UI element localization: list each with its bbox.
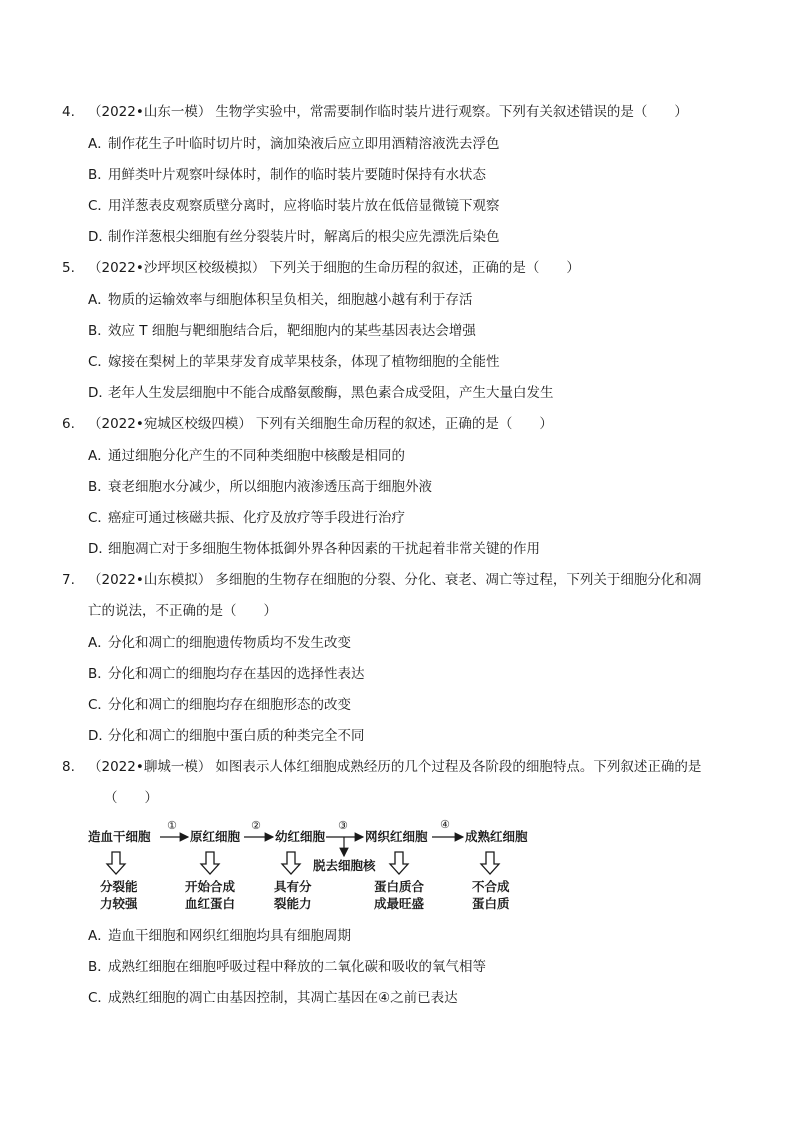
question-text: 多细胞的生物存在细胞的分裂、分化、衰老、凋亡等过程，下列关于细胞分化和凋	[215, 572, 702, 588]
stage-label: 原红细胞	[190, 829, 241, 844]
question-text: 下列有关细胞生命历程的叙述，正确的是（ ）	[255, 416, 553, 432]
question-text: 生物学实验中，常需要制作临时装片进行观察。下列有关叙述错误的是（ ）	[215, 104, 688, 120]
q5-option-c[interactable]: C．嫁接在梨树上的苹果芽发育成苹果枝条，体现了植物细胞的全能性	[88, 354, 500, 370]
down-arrow-icon	[481, 852, 499, 874]
q8-option-c[interactable]: C．成熟红细胞的凋亡由基因控制，其凋亡基因在④之前已表达	[88, 990, 458, 1006]
step-number: ②	[251, 819, 261, 832]
question-4-stem	[62, 102, 688, 122]
q4-option-a[interactable]: A．制作花生子叶临时切片时，滴加染液后应立即用酒精溶液洗去浮色	[88, 136, 500, 152]
feature-label: 蛋白质	[472, 896, 510, 911]
q7-option-c[interactable]: C．分化和凋亡的细胞均存在细胞形态的改变	[88, 697, 351, 713]
feature-label: 具有分	[274, 879, 312, 894]
q7-option-b[interactable]: B．分化和凋亡的细胞均存在基因的选择性表达	[88, 666, 365, 682]
q6-option-d[interactable]: D．细胞凋亡对于多细胞生物体抵御外界各种因素的干扰起着非常关键的作用	[88, 541, 540, 557]
q8-option-b[interactable]: B．成熟红细胞在细胞呼吸过程中释放的二氧化碳和吸收的氧气相等	[88, 959, 486, 975]
down-arrow-icon	[107, 852, 125, 874]
feature-label: 成最旺盛	[374, 896, 425, 911]
q7-option-d[interactable]: D．分化和凋亡的细胞中蛋白质的种类完全不同	[88, 728, 365, 744]
feature-label: 血红蛋白	[185, 896, 236, 911]
question-8-stem	[62, 757, 701, 777]
q5-option-b[interactable]: B．效应 T 细胞与靶细胞结合后，靶细胞内的某些基因表达会增强	[88, 323, 476, 339]
side-note: 脱去细胞核	[313, 858, 376, 873]
feature-label: 开始合成	[185, 879, 236, 894]
down-arrow-icon	[390, 852, 408, 874]
question-number: 4.	[62, 104, 75, 120]
feature-label: 蛋白质合	[374, 879, 425, 894]
stage-label: 造血干细胞	[88, 829, 151, 844]
q6-option-a[interactable]: A．通过细胞分化产生的不同种类细胞中核酸是相同的	[88, 448, 405, 464]
q6-option-c[interactable]: C．癌症可通过核磁共振、化疗及放疗等手段进行治疗	[88, 510, 405, 526]
question-number: 8.	[62, 759, 75, 775]
step-number: ③	[338, 819, 348, 832]
down-arrow-icon	[201, 852, 219, 874]
question-source: （2022•山东一模）	[88, 104, 212, 120]
down-arrow-icon	[282, 852, 300, 874]
question-7-stem-cont: 亡的说法，不正确的是（ ）	[88, 603, 277, 619]
feature-label: 分裂能	[100, 879, 138, 894]
q5-option-d[interactable]: D．老年人生发层细胞中不能合成酪氨酸酶，黑色素合成受阻，产生大量白发生	[88, 385, 554, 401]
q6-option-b[interactable]: B．衰老细胞水分减少，所以细胞内液渗透压高于细胞外液	[88, 479, 432, 495]
question-source: （2022•宛城区校级四模）	[88, 416, 252, 432]
question-5-stem	[62, 258, 580, 278]
q7-option-a[interactable]: A．分化和凋亡的细胞遗传物质均不发生改变	[88, 635, 351, 651]
question-text: 如图表示人体红细胞成熟经历的几个过程及各阶段的细胞特点。下列叙述正确的是	[215, 759, 702, 775]
q4-option-b[interactable]: B．用鲜类叶片观察叶绿体时，制作的临时装片要随时保持有水状态	[88, 167, 486, 183]
question-source: （2022•聊城一模）	[88, 759, 212, 775]
feature-label: 不合成	[472, 879, 510, 894]
question-number: 7.	[62, 572, 75, 588]
step-number: ④	[440, 818, 450, 831]
question-6-stem	[62, 414, 553, 434]
question-7-stem	[62, 570, 701, 590]
q8-option-a[interactable]: A．造血干细胞和网织红细胞均具有细胞周期	[88, 928, 351, 944]
q4-option-c[interactable]: C．用洋葱表皮观察质壁分离时，应将临时装片放在低倍显微镜下观察	[88, 198, 500, 214]
feature-label: 裂能力	[274, 896, 312, 911]
question-8-stem-cont: （ ）	[104, 790, 158, 806]
red-cell-maturation-diagram	[88, 818, 538, 914]
question-source: （2022•山东模拟）	[88, 572, 212, 588]
stage-label: 幼红细胞	[275, 829, 326, 844]
stage-label: 成熟红细胞	[465, 829, 528, 844]
question-text: 下列关于细胞的生命历程的叙述，正确的是（ ）	[269, 260, 580, 276]
question-number: 6.	[62, 416, 75, 432]
feature-label: 力较强	[100, 896, 138, 911]
question-source: （2022•沙坪坝区校级模拟）	[88, 260, 266, 276]
stage-label: 网织红细胞	[365, 829, 428, 844]
question-number: 5.	[62, 260, 75, 276]
step-number: ①	[167, 819, 177, 832]
q5-option-a[interactable]: A．物质的运输效率与细胞体积呈负相关，细胞越小越有利于存活	[88, 292, 473, 308]
q4-option-d[interactable]: D．制作洋葱根尖细胞有丝分裂装片时，解离后的根尖应先漂洗后染色	[88, 229, 500, 245]
